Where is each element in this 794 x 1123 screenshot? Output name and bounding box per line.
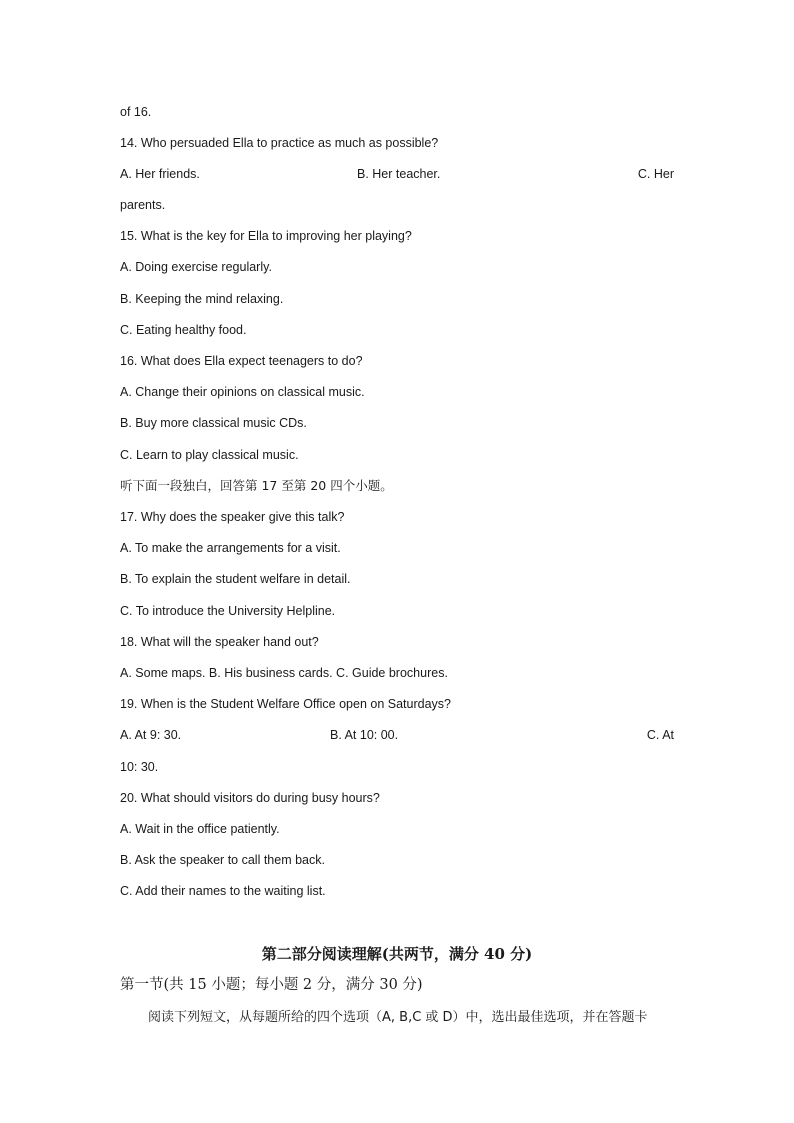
question-14: 14. Who persuaded Ella to practice as much as possible? — [120, 136, 439, 150]
option-b: B. Buy more classical music CDs. — [120, 416, 307, 430]
option-c: C. Learn to play classical music. — [120, 448, 299, 462]
question-19: 19. When is the Student Welfare Office open on Saturdays? — [120, 697, 451, 711]
option-a: A. To make the arrangements for a visit. — [120, 541, 341, 555]
option-a: A. Change their opinions on classical music. — [120, 385, 365, 399]
text-line-continuation: of 16. — [120, 105, 152, 119]
option-c-continuation: parents. — [120, 198, 166, 212]
section-1-heading: 第一节(共 15 小题；每小题 2 分，满分 30 分) — [120, 977, 423, 993]
part-2-title: 第二部分阅读理解(共两节，满分 40 分) — [261, 945, 533, 963]
option-c-continuation: 10: 30. — [120, 760, 159, 774]
option-a: A. Doing exercise regularly. — [120, 260, 272, 274]
option-c: C. At — [646, 728, 674, 742]
question-16: 16. What does Ella expect teenagers to do? — [120, 354, 363, 368]
reading-instruction: 阅读下列短文，从每题所给的四个选项（A, B,C 或 D）中，选出最佳选项，并在答题卡 — [148, 1010, 648, 1025]
option-b: B. Her teacher. — [357, 167, 441, 181]
option-a: A. Her friends. — [120, 167, 200, 181]
question-18: 18. What will the speaker hand out? — [120, 635, 319, 649]
question-18-options: A. Some maps. B. His business cards. C. Guide brochures. — [120, 666, 448, 680]
question-15: 15. What is the key for Ella to improving her playing? — [120, 229, 412, 243]
option-c: C. Her — [637, 167, 674, 181]
option-c: C. To introduce the University Helpline. — [120, 604, 336, 618]
option-a: A. At 9: 30. — [120, 728, 182, 742]
question-17: 17. Why does the speaker give this talk? — [120, 510, 345, 524]
question-14-options — [120, 166, 674, 182]
question-19-options — [120, 727, 674, 743]
option-b: B. Ask the speaker to call them back. — [120, 853, 325, 867]
question-20: 20. What should visitors do during busy hours? — [120, 791, 380, 805]
monologue-instruction: 听下面一段独白，回答第 17 至第 20 四个小题。 — [120, 478, 393, 493]
option-c: C. Eating healthy food. — [120, 323, 247, 337]
option-b: B. At 10: 00. — [330, 728, 399, 742]
option-a: A. Wait in the office patiently. — [120, 822, 280, 836]
option-c: C. Add their names to the waiting list. — [120, 884, 326, 898]
option-b: B. Keeping the mind relaxing. — [120, 292, 284, 306]
option-b: B. To explain the student welfare in detail. — [120, 572, 351, 586]
